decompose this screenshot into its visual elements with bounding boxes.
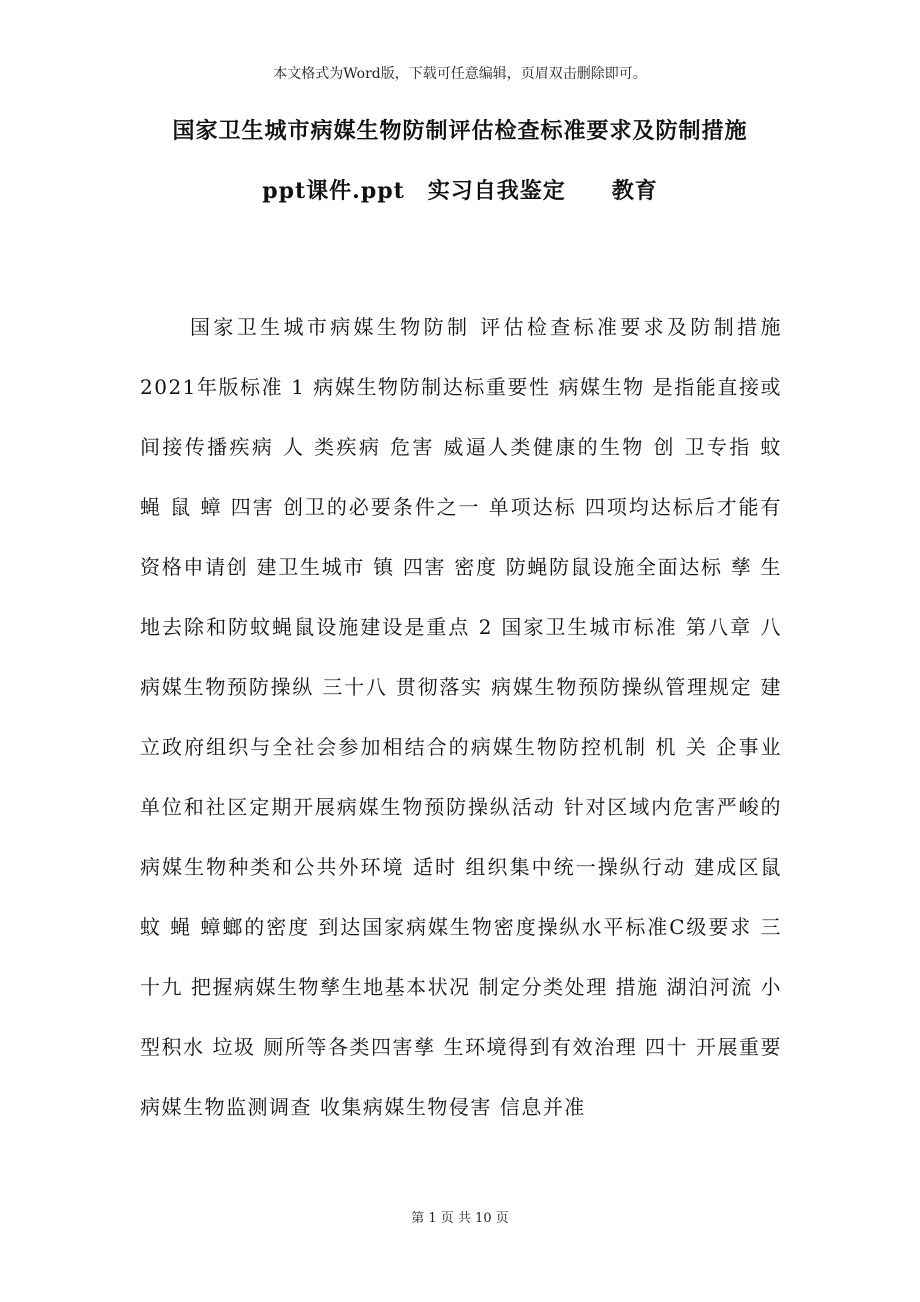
document-title-line-2: ppt课件.ppt 实习自我鉴定 教育 (262, 178, 658, 204)
page-footer-page-number: 第 1 页 共 10 页 (411, 1211, 509, 1226)
page-header-note: 本文格式为Word版，下载可任意编辑，页眉双击删除即可。 (273, 66, 647, 82)
document-title-line-1: 国家卫生城市病媒生物防制评估检查标准要求及防制措施 (172, 118, 748, 144)
document-body-paragraph: 国家卫生城市病媒生物防制 评估检查标准要求及防制措施 2021年版标准 1 病媒生物防制达标重要性 病媒生物 是指能直接或间接传播疾病 人 类疾病 危害 威逼人类健康的生物 创 卫专指 蚊 蝇 鼠 蟑 四害 创卫的必要条件之一 单项达标 四项均达标后才能有资格申请创 建卫生城市 镇 四害 密度 防蝇防鼠设施全面达标 孳 生地去除和防蚊蝇鼠设施建设是重点 2 国家卫生城市标准 第八章 八 病媒生物预防操纵 三十八 贯彻落实 病媒生物预防操纵管理规定 建 立政府组织与全社会参加相结合的病媒生物防控机制 机 关 企事业单位和社区定期开展病媒生物预防操纵活动 针对区域内危害严峻的病媒生物种类和公共外环境 适时 组织集中统一操纵行动 建成区鼠 蚊 蝇 蟑螂的密度 到达国家病媒生物密度操纵水平标准C级要求 三十九 把握病媒生物孳生地基本状况 制定分类处理 措施 湖泊河流 小型积水 垃圾 厕所等各类四害孳 生环境得到有效治理 四十 开展重要病媒生物监测调查 收集病媒生物侵害 信息并准 (140, 315, 782, 1119)
